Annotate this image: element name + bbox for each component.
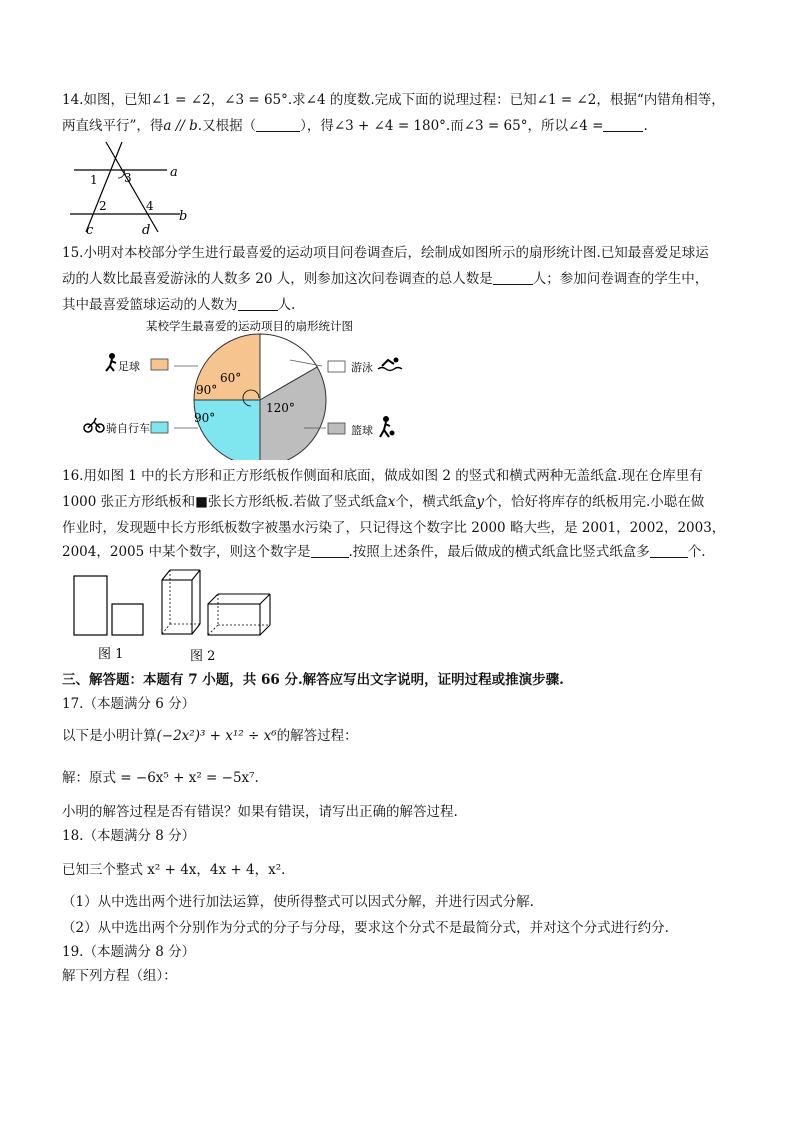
label-b: b [179, 209, 188, 224]
q15-line2 [62, 269, 708, 289]
football-player-icon [109, 353, 115, 359]
q18-part1: （1）从中选出两个进行加法运算，使所得整式可以因式分解，并进行因式分解. [62, 894, 534, 910]
fig2-caption: 图 2 [190, 649, 216, 664]
label-3: 3 [124, 171, 132, 185]
pie-slice-2 [194, 400, 260, 460]
vertical-box [162, 570, 200, 634]
q17-text-a: 以下是小明计算 [62, 728, 157, 744]
legend-swatch-basketball [328, 423, 345, 434]
q15-blank-basketball [238, 296, 278, 311]
slice-label-basketball: 120° [266, 401, 295, 415]
q16-var-y: y [476, 494, 484, 510]
slice-label-swim: 60° [220, 371, 242, 385]
q16-var-x: x [387, 494, 396, 510]
swimmer-icon [378, 368, 402, 371]
q14-parallel: a // b [163, 118, 198, 134]
q16-blank-number [311, 543, 349, 558]
q17-head: 17.（本题满分 6 分） [62, 696, 196, 712]
pie-slices [194, 334, 326, 460]
label-a: a [170, 165, 178, 180]
label-4: 4 [146, 199, 154, 213]
q15-text-a: 动的人数比最喜爱游泳的人数多 20 人，则参加这次问卷调查的总人数是 [62, 271, 493, 287]
label-d: d [142, 223, 151, 238]
q15-text-b: 人；参加问卷调查的学生中， [532, 271, 709, 287]
label-c: c [86, 223, 94, 238]
slice-label-football: 90° [196, 383, 218, 397]
q19-head: 19.（本题满分 8 分） [62, 944, 196, 960]
line-c [86, 142, 122, 232]
q14-figure [62, 140, 202, 240]
q15-line1: 15.小明对本校部分学生进行最喜爱的运动项目问卷调查后，绘制成如图所示的扇形统计图.已知最喜爱足球运 [62, 245, 709, 261]
legend-football: 足球 [118, 360, 140, 373]
legend-swim: 游泳 [351, 361, 373, 374]
chart-title: 某校学生最喜爱的运动项目的扇形统计图 [146, 319, 353, 333]
q14-text-c: .又根据（ [197, 118, 257, 134]
q18-part2: （2）从中选出两个分别作为分式的分子与分母，要求这个分式不是最简分式，并对这个分式进行约分. [62, 920, 669, 936]
q15-blank-total [493, 270, 533, 285]
q15-text-d: 人. [277, 297, 296, 313]
line-d [106, 142, 158, 232]
q14-line2 [62, 116, 648, 136]
q17-line3: 小明的解答过程是否有错误？如果有错误，请写出正确的解答过程. [62, 804, 458, 820]
q18-given: 已知三个整式 x² + 4x，4x + 4，x². [62, 862, 286, 878]
q19-line1: 解下列方程（组）： [62, 968, 177, 984]
horizontal-box [208, 594, 270, 635]
label-1: 1 [90, 173, 98, 187]
rectangle-board [74, 576, 107, 635]
q15-pie-chart [76, 316, 416, 460]
q16-figures [66, 566, 286, 666]
legend-swatch-bike [151, 422, 168, 433]
basketball-player-icon [383, 416, 389, 422]
q17-text-b: 的解答过程： [276, 728, 358, 744]
q16-line1: 16.用如图 1 中的长方形和正方形纸板作侧面和底面，做成如图 2 的竖式和横式两种无盖纸盒.现在仓库里有 [62, 468, 703, 484]
q15-line3 [62, 295, 295, 315]
legend-swatch-swim [328, 361, 345, 372]
q16-text-b: 个，横式纸盒 [395, 494, 477, 510]
square-board [112, 604, 143, 635]
q16-line2 [62, 492, 704, 512]
q16-text-f: 个. [687, 544, 706, 560]
q16-blank-diff [650, 543, 688, 558]
q15-text-c: 其中最喜爱篮球运动的人数为 [62, 297, 238, 313]
legend-bike: 骑自行车 [106, 422, 150, 435]
legend-swatch-football [151, 359, 168, 370]
fig1-caption: 图 1 [98, 647, 124, 662]
section-3-heading: 三、解答题：本题有 7 小题，共 66 分.解答应写出文字说明，证明过程或推演步骤. [62, 672, 564, 688]
q16-text-a: 1000 张正方形纸板和■张长方形纸板.若做了竖式纸盒 [62, 494, 388, 510]
q16-line4 [62, 542, 706, 562]
q16-text-e: .按照上述条件，最后做成的横式纸盒比竖式纸盒多 [348, 544, 650, 560]
q16-text-d: 2004，2005 中某个数字，则这个数字是 [62, 544, 311, 560]
q17-line1 [62, 726, 358, 746]
slice-label-bike: 90° [194, 411, 216, 425]
q16-line3: 作业时，发现题中长方形纸板数字被墨水污染了，只记得这个数字比 2000 略大些，是 2001，2002，2003， [62, 520, 726, 536]
legend-basketball: 篮球 [351, 424, 373, 437]
q18-head: 18.（本题满分 8 分） [62, 828, 196, 844]
q17-solution: 解：原式 = −6x⁵ + x² = −5x⁷. [62, 770, 259, 786]
q16-text-c: 个，恰好将库存的纸板用完.小聪在做 [483, 494, 705, 510]
q14-blank-reason [256, 117, 300, 132]
q14-text-e: . [643, 118, 648, 134]
q14-line1: 14.如图，已知∠1 = ∠2，∠3 = 65°.求∠4 的度数.完成下面的说理过程：已知∠1 = ∠2，根据“内错角相等， [62, 92, 725, 108]
q14-blank-angle [603, 117, 643, 132]
q14-text-d: ），得∠3 + ∠4 = 180°.而∠3 = 65°，所以∠4 = [300, 118, 604, 134]
label-2: 2 [99, 199, 107, 213]
q14-text-a: 两直线平行”，得 [62, 118, 164, 134]
q17-expression: (−2x²)³ + x¹² ÷ x⁶ [156, 728, 277, 744]
